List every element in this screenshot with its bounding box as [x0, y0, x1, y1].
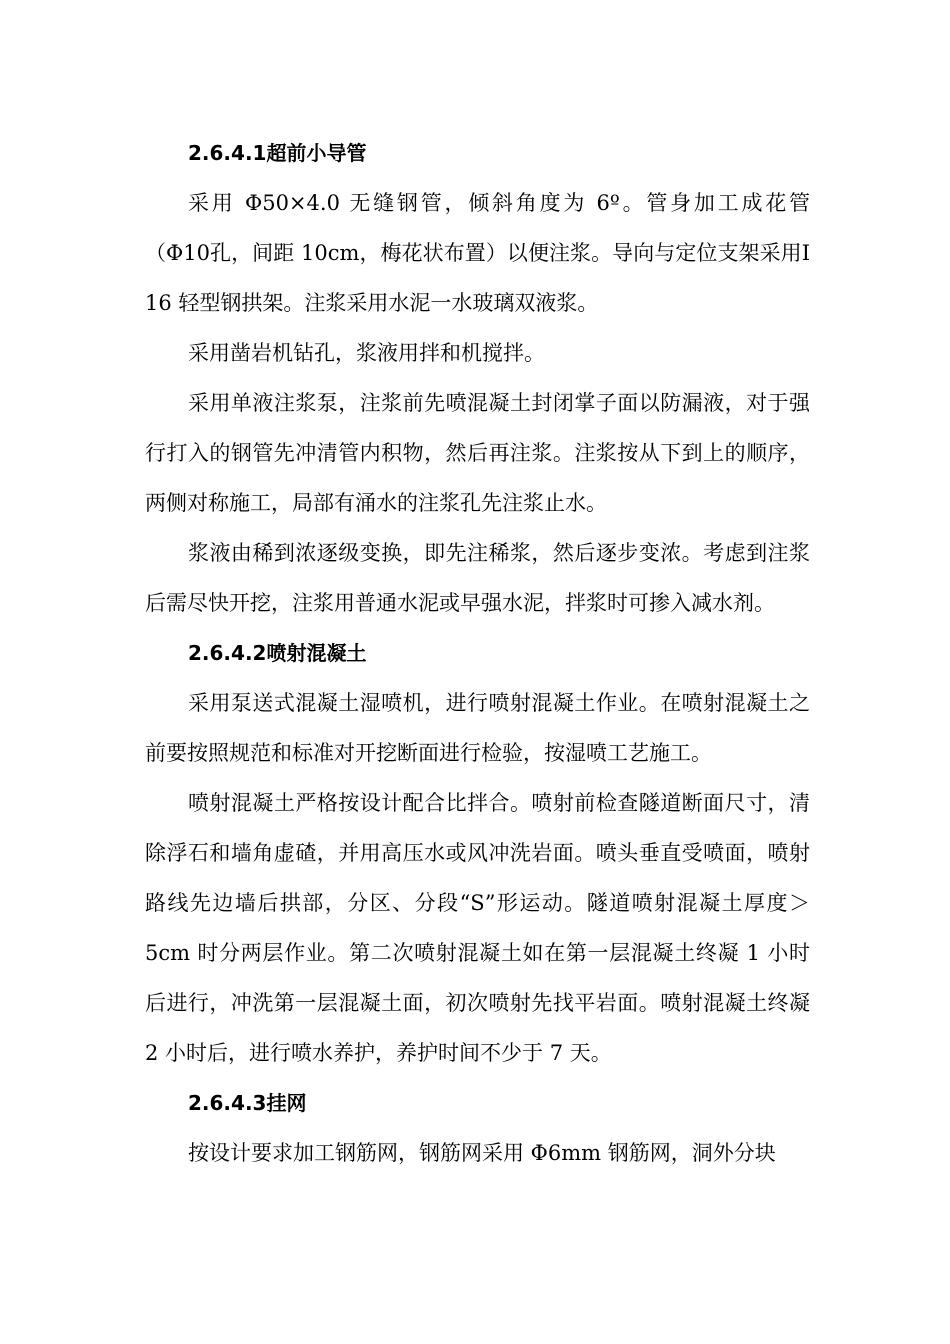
- paragraph: 喷射混凝土严格按设计配合比拌合。喷射前检查隧道断面尺寸，清除浮石和墙角虚碴，并用高压水或风冲洗岩面。喷头垂直受喷面，喷射路线先边墙后拱部，分区、分段“S”形运动。隧道喷射混凝土厚度＞5cm 时分两层作业。第二次喷射混凝土如在第一层混凝土终凝 1 小时后进行，冲洗第一层混凝土面，初次喷射先找平岩面。喷射混凝土终凝 2 小时后，进行喷水养护，养护时间不少于 7 天。: [145, 791, 810, 1065]
- paragraph: 采用 Φ50×4.0 无缝钢管，倾斜角度为 6º。管身加工成花管（Φ10孔，间距 10cm，梅花状布置）以便注浆。导向与定位支架采用Ⅰ 16 轻型钢拱架。注浆采用水泥一水玻璃双液浆。: [145, 191, 810, 315]
- section-heading-2-6-4-1: 2.6.4.1超前小导管: [188, 141, 367, 165]
- paragraph: 采用单液注浆泵，注浆前先喷混凝土封闭掌子面以防漏液，对于强行打入的钢管先冲清管内积物，然后再注浆。注浆按从下到上的顺序，两侧对称施工，局部有涌水的注浆孔先注浆止水。: [145, 391, 810, 515]
- section-heading-2-6-4-3: 2.6.4.3挂网: [188, 1091, 307, 1115]
- section-heading-2-6-4-2: 2.6.4.2喷射混凝土: [188, 641, 367, 665]
- paragraph: 浆液由稀到浓逐级变换，即先注稀浆，然后逐步变浓。考虑到注浆后需尽快开挖，注浆用普通水泥或早强水泥，拌浆时可掺入减水剂。: [145, 541, 810, 615]
- paragraph: 按设计要求加工钢筋网，钢筋网采用 Φ6mm 钢筋网，洞外分块: [188, 1141, 776, 1165]
- paragraph: 采用泵送式混凝土湿喷机，进行喷射混凝土作业。在喷射混凝土之前要按照规范和标准对开挖断面进行检验，按湿喷工艺施工。: [145, 691, 810, 765]
- paragraph: 采用凿岩机钻孔，浆液用拌和机搅拌。: [188, 341, 545, 365]
- document-body: [145, 128, 810, 1178]
